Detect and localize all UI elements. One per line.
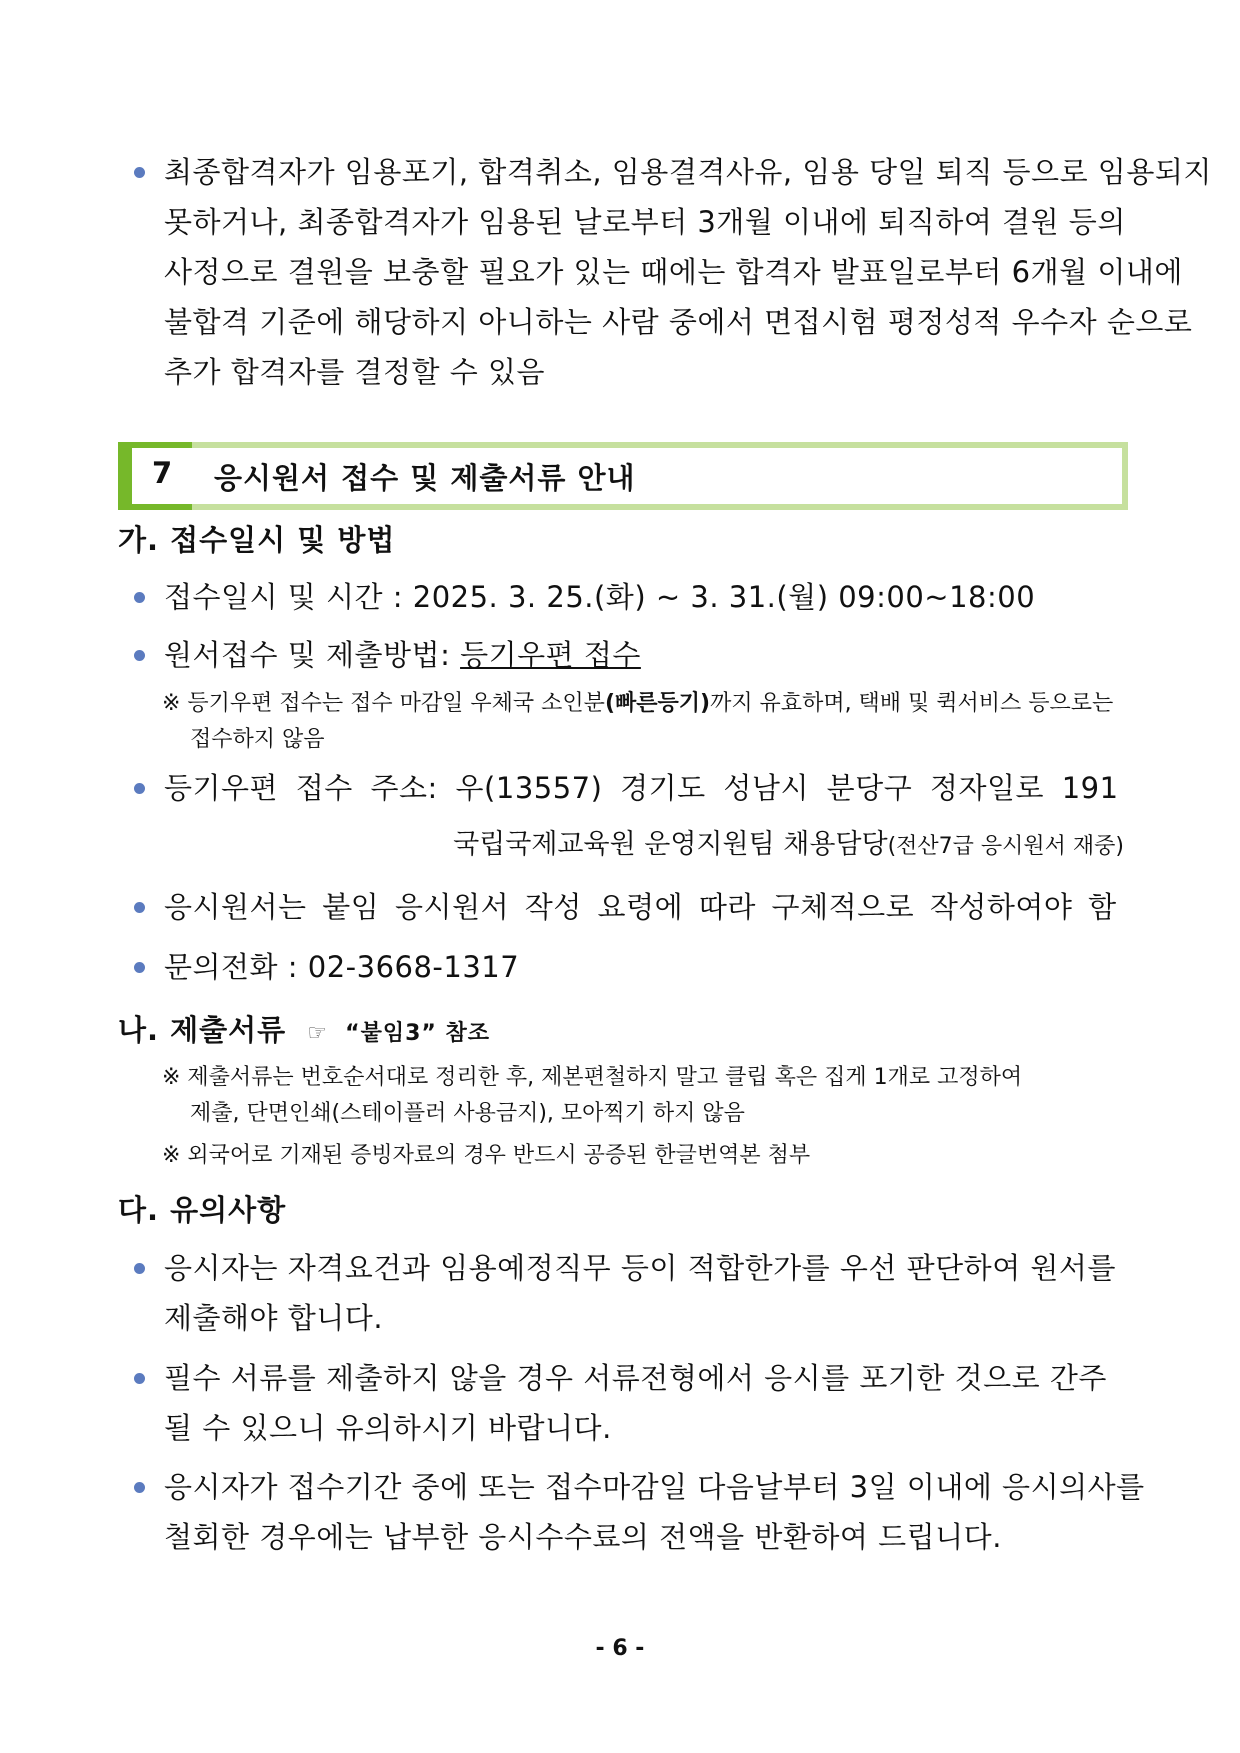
intro-bullet [134, 147, 1212, 397]
contact-bullet [134, 942, 1124, 992]
documents-note-2 [162, 1138, 1124, 1174]
section-header-bar [118, 442, 1128, 510]
method-value: 등기우편 접수 [460, 638, 641, 672]
bullet-dot [134, 167, 145, 178]
subheading-na [118, 1008, 490, 1049]
note-bold: (빠른등기) [604, 691, 711, 716]
note-line-1-composed [162, 686, 1124, 722]
documents-note-1 [162, 1060, 1124, 1132]
caution-1-line-2: 제출해야 합니다. [164, 1301, 384, 1335]
form-line: 응시원서는 붙임 응시원서 작성 요령에 따라 구체적으로 작성하여야 함 [164, 890, 1117, 924]
caution-2-line-2: 될 수 있으니 유의하시기 바랍니다. [164, 1411, 612, 1445]
reception-date-line: 접수일시 및 시간 : 2025. 3. 25.(화) ~ 3. 31.(월) 09:00~18:00 [164, 580, 1036, 614]
caution-item [134, 1462, 1145, 1562]
date-bullet [134, 572, 1124, 622]
bullet-dot [134, 783, 145, 794]
section-number: 7 [152, 456, 173, 490]
bullet-dot [134, 650, 145, 661]
caution-3-line-2: 철회한 경우에는 납부한 응시수수료의 전액을 반환하여 드립니다. [164, 1520, 1002, 1554]
reception-method-line [164, 630, 1124, 680]
caution-item [134, 1353, 1124, 1453]
note-after: 까지 유효하며, 택배 및 퀵서비스 등으로는 [710, 691, 1114, 716]
bullet-dot [134, 592, 145, 603]
address-line-2 [453, 822, 1124, 861]
subheading-da: 다. 유의사항 [118, 1193, 287, 1227]
section-bar-accent [118, 504, 192, 510]
section-bar-accent [118, 442, 192, 448]
attachment-ref: “붙임3” 참조 [345, 1021, 491, 1046]
intro-line-1: 최종합격자가 임용포기, 합격취소, 임용결격사유, 임용 당일 퇴직 등으로 임용되지 [164, 155, 1212, 189]
bullet-dot [134, 902, 145, 913]
address-line: 등기우편 접수 주소: 우(13557) 경기도 성남시 분당구 정자일로 191 [164, 771, 1119, 805]
subheading-na-title: 나. 제출서류 [118, 1013, 287, 1047]
bullet-dot [134, 1482, 145, 1493]
page-number: - 6 - [595, 1636, 645, 1661]
documents-note-1-line-2: 제출, 단면인쇄(스테이플러 사용금지), 모아찍기 하지 않음 [190, 1101, 745, 1126]
intro-line-4: 불합격 기준에 해당하지 아니하는 사람 중에서 면접시험 평정성적 우수자 순으로 [164, 305, 1193, 339]
caution-1-line-1: 응시자는 자격요건과 임용예정직무 등이 적합한가를 우선 판단하여 원서를 [164, 1251, 1116, 1285]
documents-note-2-line: ※ 외국어로 기재된 증빙자료의 경우 반드시 공증된 한글번역본 첨부 [162, 1143, 811, 1168]
intro-line-5: 추가 합격자를 결정할 수 있음 [164, 355, 546, 389]
address-recipient-note: (전산7급 응시원서 재중) [887, 834, 1124, 859]
method-bullet [134, 630, 1124, 680]
caution-item [134, 1243, 1124, 1343]
subheading-ga: 가. 접수일시 및 방법 [118, 523, 396, 557]
address-bullet [134, 763, 1124, 813]
pointing-hand-icon: ☞ [307, 1021, 329, 1046]
bullet-dot [134, 1373, 145, 1384]
note-before: ※ 등기우편 접수는 접수 마감일 우체국 소인분 [162, 691, 605, 716]
intro-line-3: 사정으로 결원을 보충할 필요가 있는 때에는 합격자 발표일로부터 6개월 이내에 [164, 255, 1183, 289]
intro-line-2: 못하거나, 최종합격자가 임용된 날로부터 3개월 이내에 퇴직하여 결원 등의 [164, 205, 1126, 239]
documents-note-1-line-1: ※ 제출서류는 번호순서대로 정리한 후, 제본편철하지 말고 클립 혹은 집게 1개로 고정하여 [162, 1065, 1023, 1090]
form-bullet [134, 882, 1124, 932]
bullet-dot [134, 962, 145, 973]
method-label: 원서접수 및 제출방법: [164, 638, 461, 672]
section-title: 응시원서 접수 및 제출서류 안내 [214, 461, 636, 495]
caution-3-line-1: 응시자가 접수기간 중에 또는 접수마감일 다음날부터 3일 이내에 응시의사를 [164, 1470, 1145, 1504]
caution-2-line-1: 필수 서류를 제출하지 않을 경우 서류전형에서 응시를 포기한 것으로 간주 [164, 1361, 1107, 1395]
registered-mail-note-composed [162, 686, 1124, 758]
address-recipient: 국립국제교육원 운영지원팀 채용담당 [453, 829, 888, 860]
bullet-dot [134, 1263, 145, 1274]
contact-line: 문의전화 : 02-3668-1317 [164, 950, 520, 984]
note-line-2: 접수하지 않음 [190, 727, 325, 752]
